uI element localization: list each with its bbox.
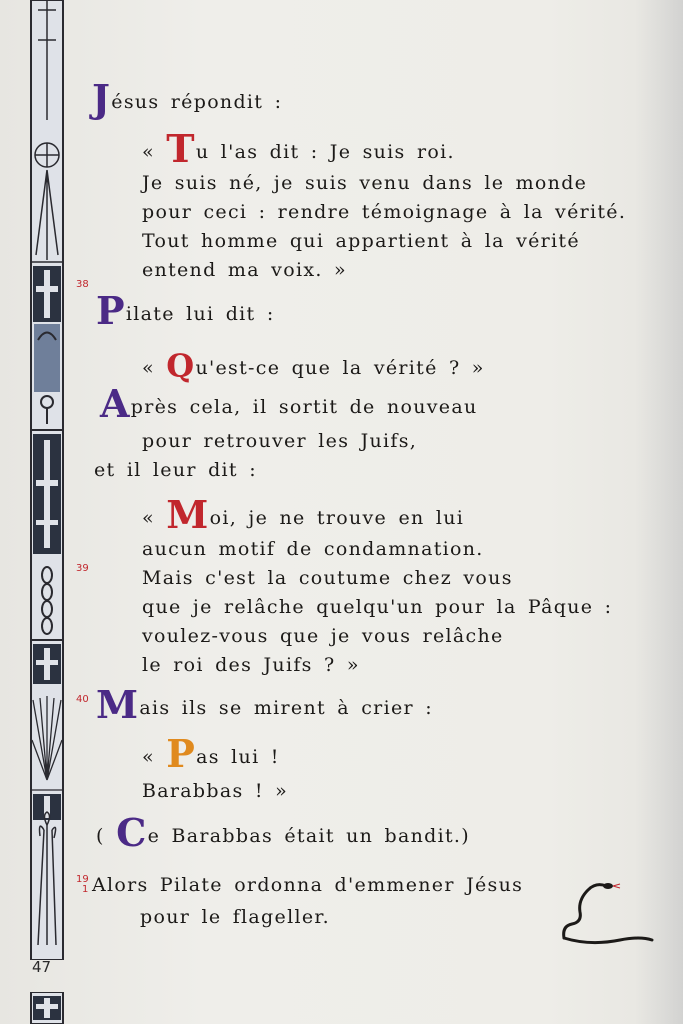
line-2-text: u l'as dit : Je suis roi. — [195, 141, 455, 163]
page-number: 47 — [32, 958, 52, 976]
line-5: Tout homme qui appartient à la vérité — [142, 230, 580, 252]
line-13: aucun motif de condamnation. — [142, 538, 484, 560]
line-1 — [92, 76, 283, 121]
line-1-text: ésus répondit : — [111, 91, 283, 113]
ornamental-border-bottom — [30, 992, 64, 1024]
line-18 — [96, 682, 433, 727]
line-3: Je suis né, je suis venu dans le monde — [142, 172, 588, 194]
line-21-text: e Barabbas était un bandit.) — [147, 825, 470, 847]
initial-a: A — [100, 381, 131, 426]
open-quote: « — [142, 357, 167, 379]
initial-j: J — [92, 76, 112, 121]
line-12 — [142, 492, 465, 537]
initial-c: C — [116, 810, 148, 855]
line-14: Mais c'est la coutume chez vous — [142, 567, 513, 589]
open-quote: « — [142, 507, 167, 529]
verse-number-39: 39 — [76, 563, 89, 574]
line-9-text: près cela, il sortit de nouveau — [130, 396, 478, 418]
line-15: que je relâche quelqu'un pour la Pâque : — [142, 596, 613, 618]
open-quote: « — [142, 746, 167, 768]
initial-p: P — [96, 288, 126, 333]
line-22: Alors Pilate ordonna d'emmener Jésus — [92, 874, 524, 896]
line-20: Barabbas ! » — [142, 780, 289, 802]
initial-q: Q — [166, 347, 196, 385]
line-10: pour retrouver les Juifs, — [142, 430, 418, 452]
line-18-text: ais ils se mirent à crier : — [139, 697, 433, 719]
line-19 — [142, 731, 280, 776]
page-edge-shadow — [635, 0, 683, 1024]
line-7-text: ilate lui dit : — [125, 303, 275, 325]
verse-number-19: 19 — [76, 874, 89, 885]
line-19-text: as lui ! — [196, 746, 280, 768]
line-8-text: u'est-ce que la vérité ? » — [195, 357, 485, 379]
line-11: et il leur dit : — [94, 459, 257, 481]
line-21 — [96, 810, 470, 855]
verse-number-40: 40 — [76, 694, 89, 705]
line-4: pour ceci : rendre témoignage à la vérité. — [142, 201, 627, 223]
initial-t: T — [166, 126, 196, 171]
line-8 — [142, 347, 485, 385]
line-12-text: oi, je ne trouve en lui — [209, 507, 465, 529]
initial-m2: M — [96, 682, 140, 727]
initial-m: M — [166, 492, 210, 537]
line-23: pour le flageller. — [140, 906, 330, 928]
line-6: entend ma voix. » — [142, 259, 347, 281]
ornamental-border — [30, 0, 64, 960]
line-17: le roi des Juifs ? » — [142, 654, 360, 676]
snake-icon — [560, 876, 656, 948]
line-9 — [100, 381, 478, 426]
line-16: voulez-vous que je vous relâche — [142, 625, 504, 647]
open-quote: « — [142, 141, 167, 163]
open-paren: ( — [96, 825, 117, 847]
initial-p2: P — [166, 731, 197, 776]
line-7 — [96, 288, 275, 333]
line-2 — [142, 126, 455, 171]
verse-number-1: 1 — [82, 884, 89, 895]
verse-number-38: 38 — [76, 279, 89, 290]
